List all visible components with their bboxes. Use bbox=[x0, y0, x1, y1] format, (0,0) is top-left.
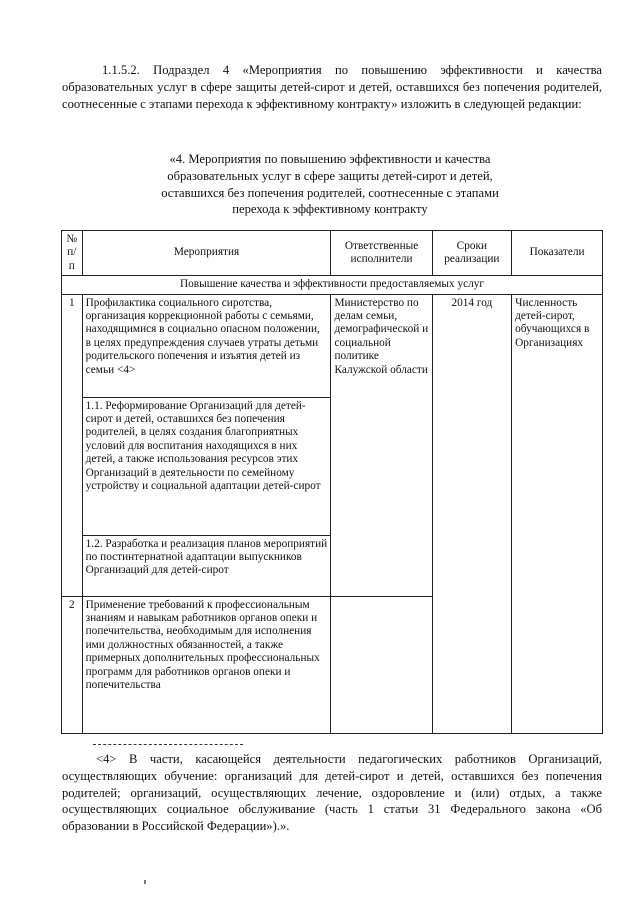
activities-table bbox=[61, 230, 603, 734]
footnote-separator bbox=[93, 744, 243, 745]
section-title-line: оставшихся без попечения родителей, соотнесенные с этапами bbox=[161, 185, 499, 200]
scan-speck bbox=[144, 880, 146, 884]
row-activity: 1.1. Реформирование Организаций для детей-сирот и детей, оставшихся без попечения родителей, в целях создания благоприятных условий для воспитания находящихся в них детей, а также использования ресурсов этих Организаций в деятельности по семейному устройству и социальной адаптации детей-сирот bbox=[82, 397, 331, 535]
header-indicators: Показатели bbox=[512, 231, 603, 276]
header-activities: Мероприятия bbox=[82, 231, 331, 276]
row-num-empty bbox=[62, 397, 83, 535]
header-terms: Сроки реализации bbox=[432, 231, 511, 276]
section-title-line: перехода к эффективному контракту bbox=[232, 202, 428, 217]
header-responsible: Ответственные исполнители bbox=[331, 231, 432, 276]
row-indicators: Численность детей-сирот, обучающихся в Организациях bbox=[512, 294, 603, 733]
section-row bbox=[62, 276, 603, 294]
row-num: 2 bbox=[62, 596, 83, 733]
row-terms: 2014 год bbox=[432, 294, 511, 733]
header-num: № п/п bbox=[62, 231, 83, 276]
row-activity: 1.2. Разработка и реализация планов мероприятий по постинтернатной адаптации выпускников Организаций для детей-сирот bbox=[82, 535, 331, 596]
section-title-line: «4. Мероприятия по повышению эффективности и качества bbox=[169, 152, 491, 166]
footnote-text: <4> В части, касающейся деятельности педагогических работников Организаций, осуществляющих обучение: организаций для детей-сирот и детей, оставшихся без попечения родителей; организаций, осуществляющих лечение, оздоровление и (или) отдых, а также осуществляющих социальное обслуживание (часть 1 статьи 31 Федерального закона «Об образовании в Российской Федерации»).». bbox=[62, 752, 602, 834]
row-num: 1 bbox=[62, 294, 83, 397]
row-num-empty bbox=[62, 535, 83, 596]
section-title bbox=[120, 151, 540, 218]
row-responsible-empty bbox=[331, 596, 432, 733]
row-activity: Профилактика социального сиротства, организация коррекционной работы с семьями, находящимися в социально опасном положении, в целях предупреждения случаев утраты детьми родительского попечения и изъятия детей из семьи <4> bbox=[82, 294, 331, 397]
section-title-line: образовательных услуг в сфере защиты детей-сирот и детей, bbox=[167, 168, 493, 183]
intro-paragraph: 1.1.5.2. Подраздел 4 «Мероприятия по повышению эффективности и качества образовательных услуг в сфере защиты детей-сирот и детей, оставшихся без попечения родителей, соотнесенные с этапами перехода к эффективному контракту» изложить в следующей редакции: bbox=[62, 63, 602, 111]
row-responsible: Министерство по делам семьи, демографической и социальной политике Калужской области bbox=[331, 294, 432, 596]
row-activity: Применение требований к профессиональным знаниям и навыкам работников органов опеки и попечительства, необходимым для исполнения ими должностных обязанностей, а также примерных дополнительных профессиональных программ для работников органов опеки и попечительства bbox=[82, 596, 331, 733]
table-row bbox=[62, 294, 603, 397]
table-header-row bbox=[62, 231, 603, 276]
section-row-label: Повышение качества и эффективности предоставляемых услуг bbox=[62, 276, 603, 294]
